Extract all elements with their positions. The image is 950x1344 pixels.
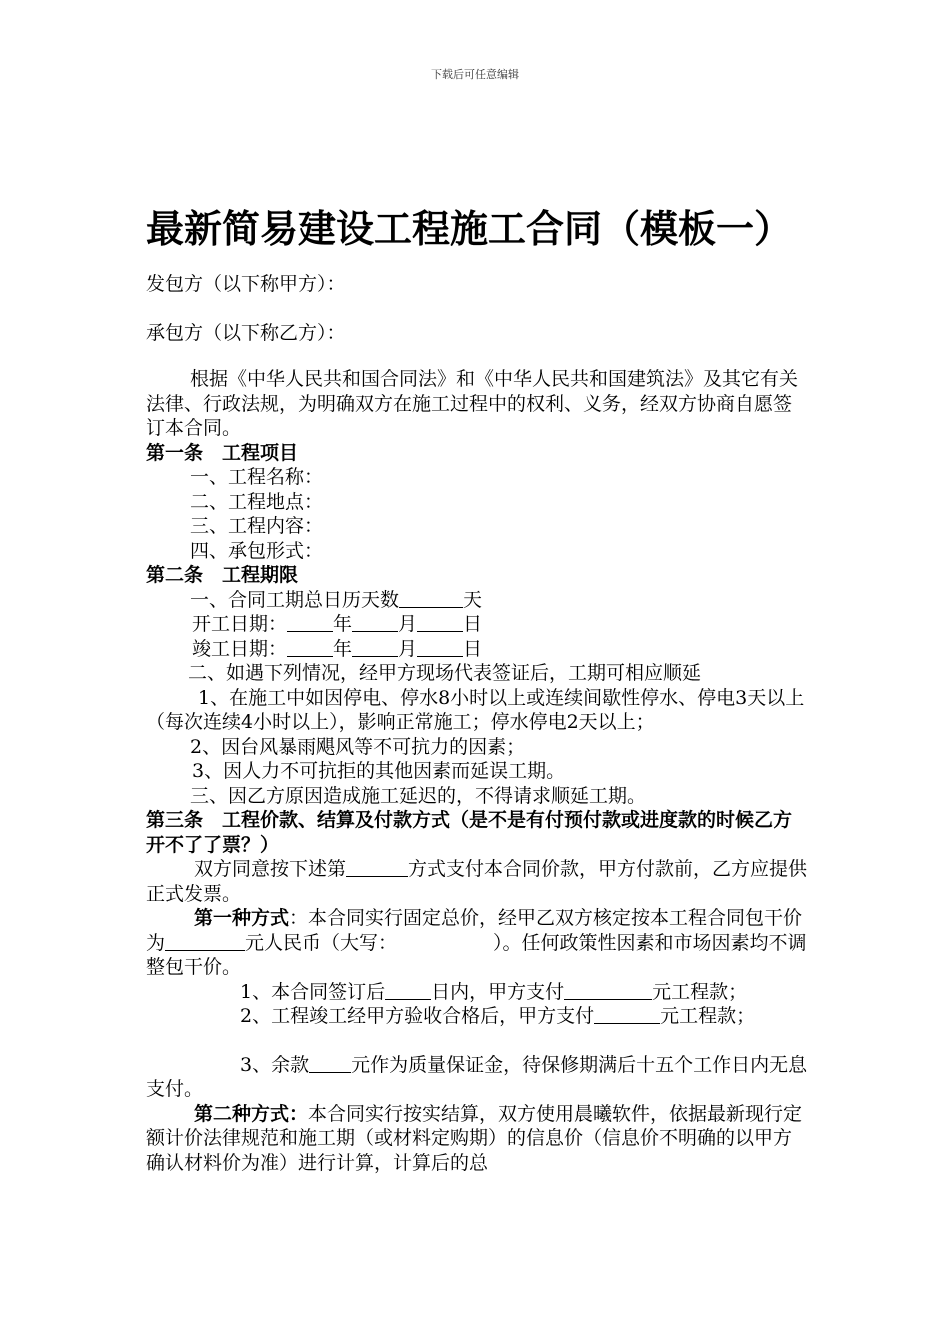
payment-step-1	[146, 980, 808, 1005]
contract-price-blank[interactable]	[165, 932, 245, 951]
step-3-pre: 3、余款	[240, 1053, 310, 1076]
agree-pre: 双方同意按下述第	[194, 858, 347, 880]
header-note: 下载后可任意编辑	[431, 68, 519, 81]
delay-item-2: 2、因台风暴雨飓风等不可抗力的因素；	[190, 735, 526, 758]
article-1-item: 二、工程地点：	[190, 490, 324, 513]
agree-post: 方式支付本合同价款，甲方付款前，乙方应提供正式发票。	[146, 858, 808, 905]
party-a-line: 发包方（以下称甲方）：	[146, 273, 346, 295]
article-1-heading: 第一条 工程项目	[146, 441, 299, 464]
delay-intro: 二、如遇下列情况，经甲方现场代表签证后，工期可相应顺延	[188, 662, 702, 684]
year-unit: 年	[333, 637, 353, 660]
day-unit: 日	[463, 613, 483, 635]
party-b-line: 承包方（以下称乙方）：	[146, 321, 346, 344]
period-line	[146, 588, 808, 613]
method-2-label: 第二种方式：	[194, 1102, 309, 1125]
method-2	[146, 1102, 808, 1176]
delay-item-1: 1、在施工中如因停电、停水8小时以上或连续间歇性停水、停电3天以上（每次连续4小时以上），影响正常施工；停水停电2天以上；	[146, 686, 805, 733]
second-payment-blank[interactable]	[594, 1005, 660, 1024]
article-1-item: 四、承包形式：	[190, 539, 324, 562]
step-3-post: 元作为质量保证金，待保修期满后十五个工作日内无息支付。	[146, 1053, 808, 1100]
intro-paragraph: 根据《中华人民共和国合同法》和《中华人民共和国建筑法》及其它有关法律、行政法规，为明确双方在施工过程中的权利、义务，经双方协商自愿签订本合同。	[146, 368, 799, 439]
article-1-item: 三、工程内容：	[190, 515, 324, 537]
start-month-blank[interactable]	[352, 613, 398, 632]
month-unit: 月	[398, 637, 418, 660]
payment-step-2	[146, 1004, 808, 1029]
retention-blank[interactable]	[309, 1054, 351, 1073]
period-unit: 天	[463, 588, 483, 611]
month-unit: 月	[398, 613, 418, 635]
article-3-heading: 第三条 工程价款、结算及付款方式（是不是有付预付款或进度款的时候乙方开不了了票？）	[146, 809, 793, 856]
article-2-heading: 第二条 工程期限	[146, 564, 299, 586]
no-delay-item: 三、因乙方原因造成施工延迟的，不得请求顺延工期。	[190, 784, 647, 807]
payment-step-3	[146, 1053, 808, 1102]
end-date-label: 竣工日期：	[192, 637, 288, 660]
end-year-blank[interactable]	[287, 638, 333, 657]
method-1-text-mid: 元人民币（大写：	[245, 931, 398, 954]
step-2-post: 元工程款；	[660, 1005, 756, 1027]
end-date-line	[146, 637, 808, 662]
period-label: 一、合同工期总日历天数	[190, 588, 400, 611]
end-month-blank[interactable]	[352, 638, 398, 657]
contract-body	[146, 272, 808, 1175]
start-date-line	[146, 612, 808, 637]
method-1-text: ：本合同实行固定总价，经甲乙双方核定按本工程合同包干价为	[146, 907, 803, 954]
payment-agreement	[146, 857, 808, 906]
day-unit: 日	[463, 637, 483, 660]
method-blank[interactable]	[346, 858, 408, 877]
method-1-text-post: ）。任何政策性因素和市场因素均不调整包干价。	[146, 931, 807, 978]
year-unit: 年	[333, 613, 353, 635]
article-1-item: 一、工程名称：	[190, 466, 324, 488]
method-1	[146, 906, 808, 980]
page-title: 最新简易建设工程施工合同（模板一）	[146, 207, 793, 251]
step-1-pre: 1、本合同签订后	[240, 980, 386, 1003]
delay-item-3: 3、因人力不可抗拒的其他因素而延误工期。	[192, 760, 566, 782]
step-1-mid: 日内，甲方支付	[431, 980, 565, 1003]
start-day-blank[interactable]	[417, 613, 463, 632]
start-date-label: 开工日期：	[192, 613, 288, 635]
step-1-post: 元工程款；	[652, 980, 748, 1003]
start-year-blank[interactable]	[287, 613, 333, 632]
end-day-blank[interactable]	[417, 638, 463, 657]
method-1-label: 第一种方式	[194, 907, 290, 929]
days-blank[interactable]	[399, 589, 463, 608]
days-after-sign-blank[interactable]	[385, 981, 431, 1000]
first-payment-blank[interactable]	[564, 981, 652, 1000]
method-2-text: 本合同实行按实结算，双方使用晨曦软件，依据最新现行定额计价法律规范和施工期（或材料定购期）的信息价（信息价不明确的以甲方确认材料价为准）进行计算，计算后的总	[146, 1102, 803, 1174]
step-2-pre: 2、工程竣工经甲方验收合格后，甲方支付	[240, 1005, 595, 1027]
